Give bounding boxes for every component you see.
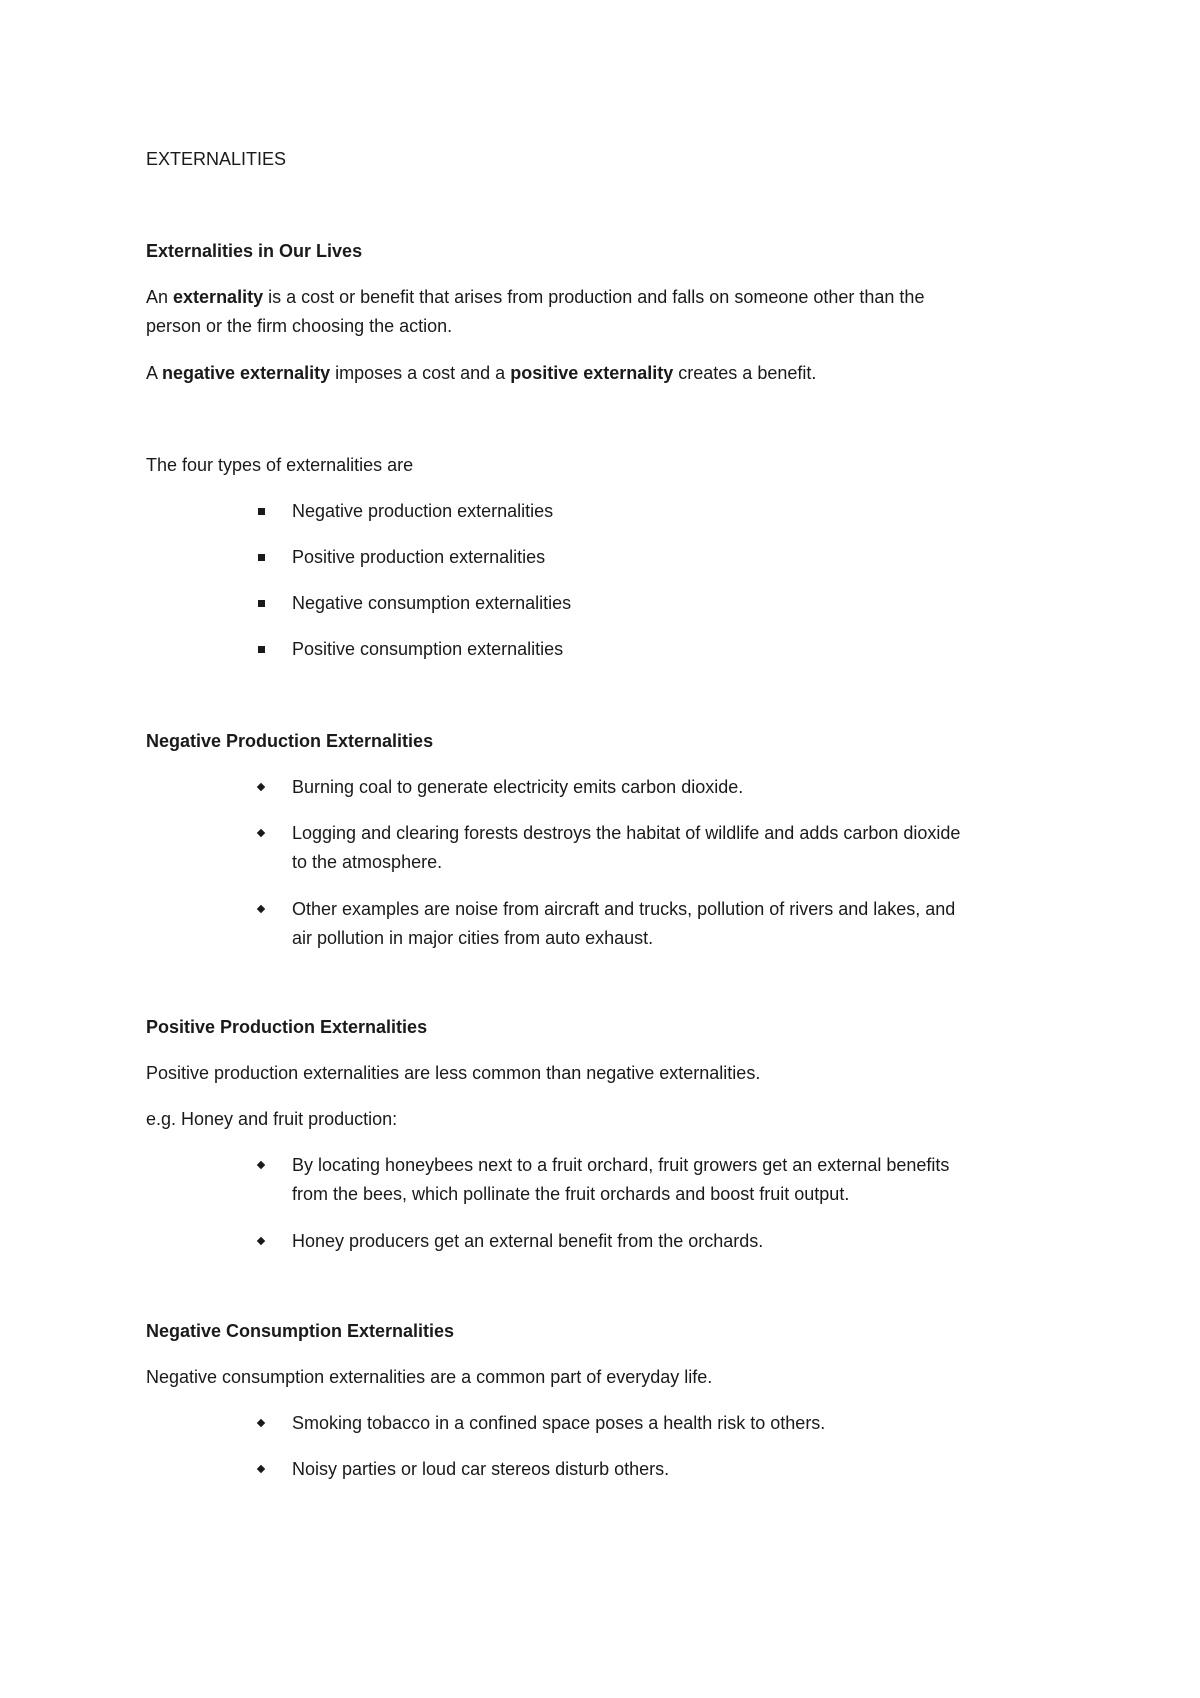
neg-cons-bullet-2: Noisy parties or loud car stereos disturb others.: [292, 1459, 670, 1479]
neg-cons-paragraph: Negative consumption externalities are a common part of everyday life.: [146, 1367, 713, 1387]
neg-prod-bullet-3-line-2: air pollution in major cities from auto exhaust.: [292, 928, 654, 948]
def-post: is a cost or benefit that arises from production and falls on someone other than the: [263, 287, 925, 307]
neg-prod-bullet-2-line-2: to the atmosphere.: [292, 852, 443, 872]
diamond-bullet-icon: [254, 1150, 268, 1180]
document-title: EXTERNALITIES: [146, 149, 287, 169]
def-term: externality: [173, 287, 264, 307]
neg-prod-bullet-2-line-1: Logging and clearing forests destroys the habitat of wildlife and adds carbon dioxide: [292, 823, 961, 843]
type-item-2: Positive production externalities: [292, 547, 546, 567]
square-bullet-icon: [254, 496, 268, 526]
neg-cons-bullet-1: Smoking tobacco in a confined space poses a health risk to others.: [292, 1413, 826, 1433]
types-intro: The four types of externalities are: [146, 455, 414, 475]
diamond-bullet-icon: [254, 1226, 268, 1256]
pos-prod-bullet-1-line-2: from the bees, which pollinate the fruit orchards and boost fruit output.: [292, 1184, 850, 1204]
square-bullet-icon: [254, 542, 268, 572]
square-bullet-icon: [254, 588, 268, 618]
diamond-bullet-icon: [254, 818, 268, 848]
pos-prod-bullet-2: Honey producers get an external benefit from the orchards.: [292, 1231, 764, 1251]
square-bullet-icon: [254, 634, 268, 664]
definition-line-2: person or the firm choosing the action.: [146, 316, 453, 336]
heading-negative-consumption: Negative Consumption Externalities: [146, 1321, 455, 1341]
type-item-4: Positive consumption externalities: [292, 639, 564, 659]
neg-prod-bullet-1: Burning coal to generate electricity emits carbon dioxide.: [292, 777, 744, 797]
heading-positive-production: Positive Production Externalities: [146, 1017, 428, 1037]
diamond-bullet-icon: [254, 772, 268, 802]
pos-prod-paragraph: Positive production externalities are less common than negative externalities.: [146, 1063, 761, 1083]
np-positive-term: positive externality: [510, 363, 674, 383]
type-item-1: Negative production externalities: [292, 501, 554, 521]
heading-externalities-in-our-lives: Externalities in Our Lives: [146, 241, 363, 261]
def-pre: An: [146, 287, 174, 307]
type-item-3: Negative consumption externalities: [292, 593, 572, 613]
heading-negative-production: Negative Production Externalities: [146, 731, 434, 751]
definition-line-1: [146, 282, 924, 312]
np-mid: imposes a cost and a: [330, 363, 511, 383]
diamond-bullet-icon: [254, 894, 268, 924]
neg-pos-sentence: [146, 358, 816, 388]
neg-prod-bullet-3-line-1: Other examples are noise from aircraft and trucks, pollution of rivers and lakes, and: [292, 899, 956, 919]
np-negative-term: negative externality: [162, 363, 331, 383]
diamond-bullet-icon: [254, 1454, 268, 1484]
np-a: A: [146, 363, 163, 383]
pos-prod-example: e.g. Honey and fruit production:: [146, 1109, 398, 1129]
diamond-bullet-icon: [254, 1408, 268, 1438]
np-end: creates a benefit.: [673, 363, 817, 383]
pos-prod-bullet-1-line-1: By locating honeybees next to a fruit orchard, fruit growers get an external benefits: [292, 1155, 950, 1175]
